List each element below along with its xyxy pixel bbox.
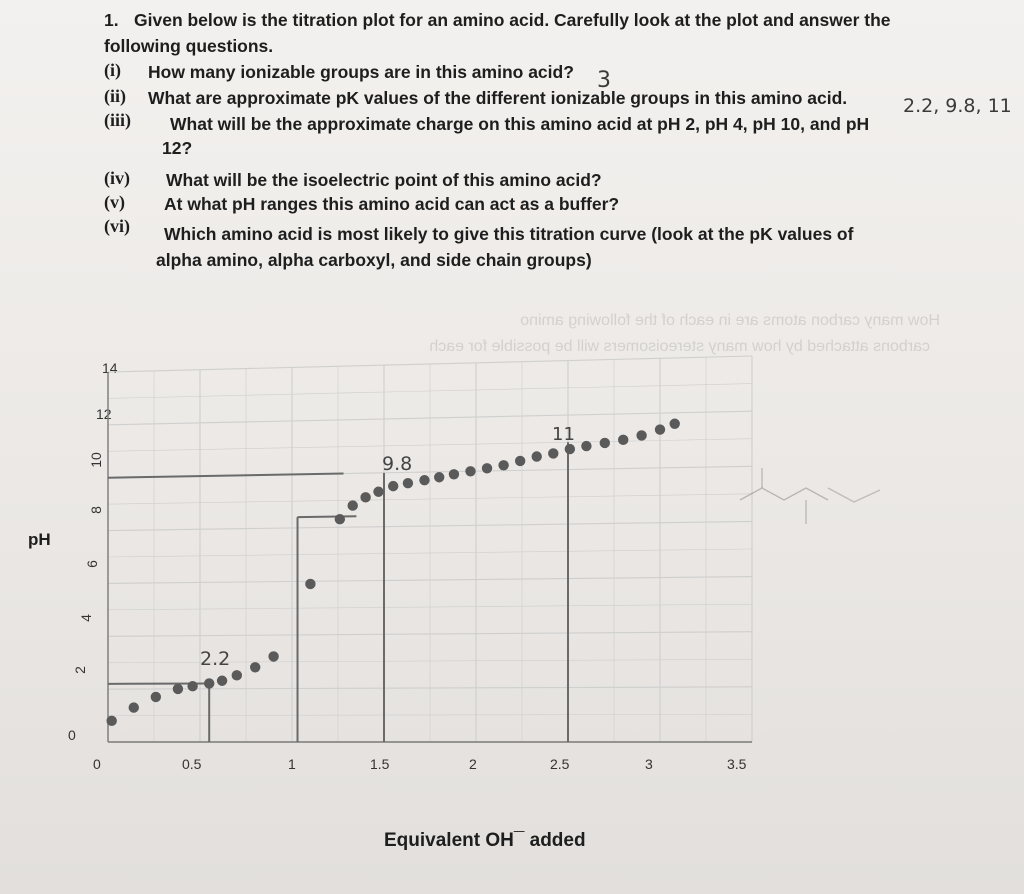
data-point [151,692,161,702]
data-point [565,444,575,454]
data-point [434,472,444,482]
handwritten-answer-i: 3 [597,68,611,93]
pk1-annotation: 2.2 [200,648,231,670]
item-number-vi: (vi) [104,216,130,236]
question-number: 1. [104,10,119,30]
question-intro-line-1: Given below is the titration plot for an amino acid. Carefully look at the plot and answer the [134,10,891,30]
data-point [532,451,542,461]
data-point [250,662,260,672]
item-text-iv: What will be the isoelectric point of this amino acid? [166,170,602,190]
data-point [373,487,383,497]
bleed-through-structures [740,468,880,524]
data-point [548,448,558,458]
item-number-i: (i) [104,60,121,80]
data-point [173,684,183,694]
data-point [670,419,680,429]
y-tick-label: 0 [68,727,76,743]
item-text-iii: What will be the approximate charge on this amino acid at pH 2, pH 4, pH 10, and pH [170,114,870,134]
item-text-vi-cont: alpha amino, alpha carboxyl, and side chain groups) [156,250,592,270]
data-point [187,681,197,691]
data-point [106,716,116,726]
item-number-iv: (iv) [104,168,130,188]
item-text-i: How many ionizable groups are in this amino acid? [148,62,574,82]
data-point [515,456,525,466]
handwritten-answer-ii: 2.2, 9.8, 11 [903,95,1012,117]
data-point [581,441,591,451]
x-tick-label: 1.5 [370,756,390,772]
y-tick-label: 14 [102,360,118,376]
x-axis-label: Equivalent OH¯ added [384,830,586,851]
item-number-v: (v) [104,192,125,212]
data-point [618,435,628,445]
guide-line [108,474,344,478]
y-tick-label: 8 [87,506,104,514]
data-point [388,481,398,491]
data-point [129,702,139,712]
bleed-through-text-2: carbons attached by how many stereoisomers will be possible for each [429,338,930,355]
x-tick-label: 1 [288,756,296,772]
data-point [419,475,429,485]
data-point [403,478,413,488]
y-tick-label: 12 [96,406,112,422]
pk2-annotation: 9.8 [382,453,413,475]
y-tick-label: 10 [87,452,104,468]
y-tick-label: 6 [83,560,100,568]
item-text-iii-cont: 12? [162,138,193,158]
data-point [600,438,610,448]
bleed-through-text: How many carbon atoms are in each of the following amino [520,312,940,329]
data-point [449,469,459,479]
data-point [465,466,475,476]
y-axis-label: pH [28,530,51,549]
data-point [360,492,370,502]
guide-line [298,516,357,517]
data-point [232,670,242,680]
data-point [268,651,278,661]
item-number-iii: (iii) [104,110,131,130]
data-point [498,460,508,470]
x-tick-label: 2 [469,756,477,772]
data-point [636,430,646,440]
data-point [335,514,345,524]
pk3-annotation: 11 [552,424,575,445]
x-tick-label: 2.5 [550,756,570,772]
item-text-ii: What are approximate pK values of the different ionizable groups in this amino acid. [148,88,848,108]
item-text-v: At what pH ranges this amino acid can act as a buffer? [164,194,620,214]
y-tick-label: 4 [77,614,94,622]
data-point [348,500,358,510]
item-number-ii: (ii) [104,86,126,106]
data-point [305,579,315,589]
data-point [655,424,665,434]
item-text-vi: Which amino acid is most likely to give this titration curve (look at the pK values of [164,224,854,244]
x-tick-label: 0 [93,756,101,772]
data-point [482,463,492,473]
data-point [217,676,227,686]
question-intro-line-2: following questions. [104,36,274,56]
data-point [204,678,214,688]
y-tick-label: 2 [71,666,88,674]
x-tick-label: 3.5 [727,756,747,772]
x-tick-label: 3 [645,756,653,772]
x-tick-label: 0.5 [182,756,202,772]
